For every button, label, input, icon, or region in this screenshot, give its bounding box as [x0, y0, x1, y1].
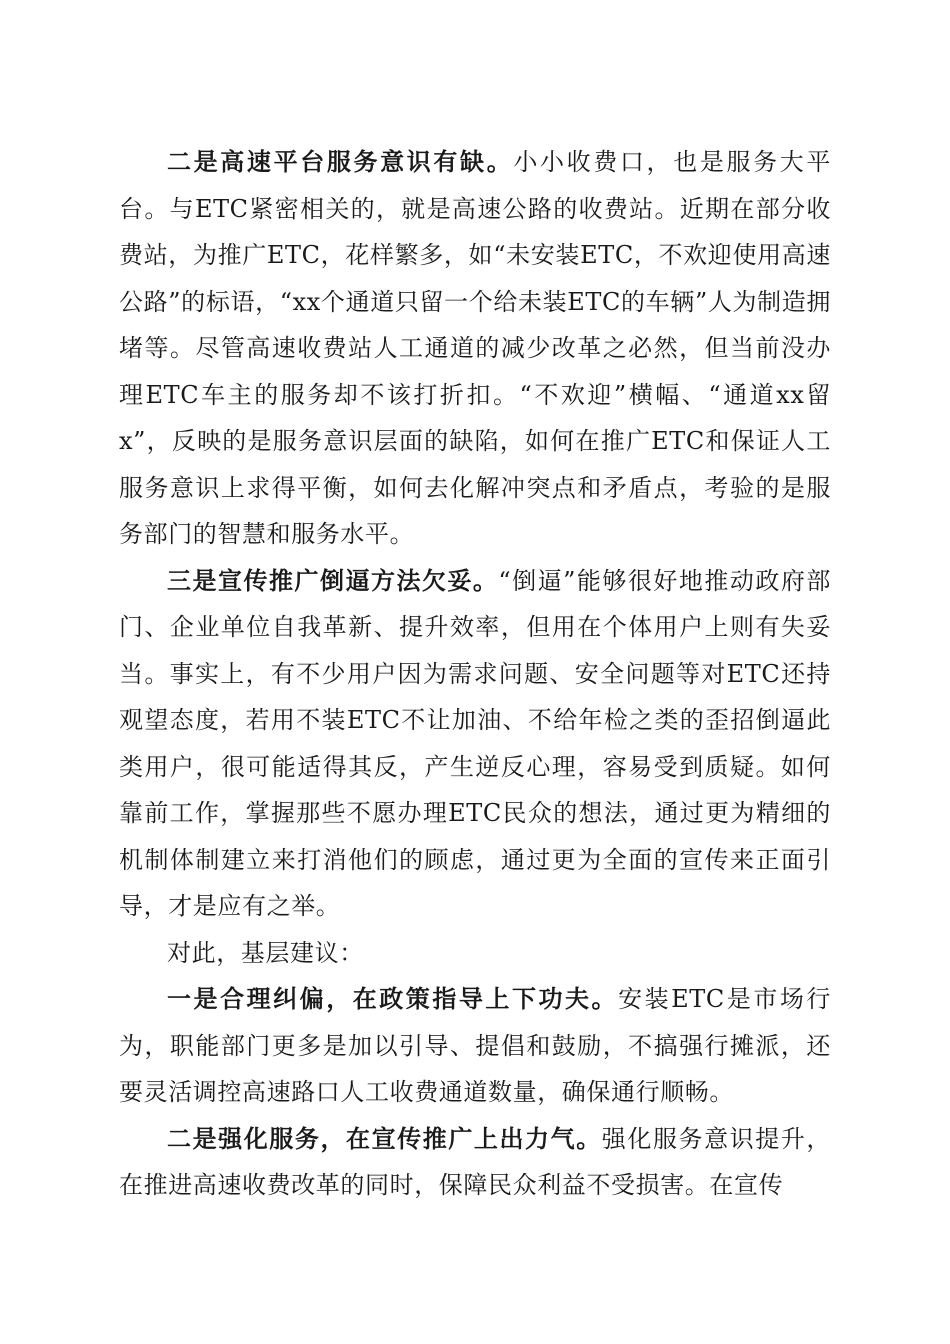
paragraph-promotion-method [119, 558, 831, 930]
paragraph-lead: 一是合理纠偏，在政策指导上下功夫。 [167, 984, 619, 1013]
paragraph-lead: 二是高速平台服务意识有缺。 [167, 147, 514, 176]
paragraph-body: 小小收费口，也是服务大平台。与ETC紧密相关的，就是高速公路的收费站。近期在部分收费站，为推广ETC，花样繁多，如“未安装ETC，不欢迎使用高速公路”的标语，“xx个通道只留一个给未装ETC的车辆”人为制造拥堵等。尽管高速收费站人工通道的减少改革之必然，但当前没办理ETC车主的服务却不该打折扣。“不欢迎”横幅、“通道xx留x”，反映的是服务意识层面的缺陷，如何在推广ETC和保证人工服务意识上求得平衡，如何去化解冲突点和矛盾点，考验的是服务部门的智慧和服务水平。 [119, 148, 831, 548]
paragraph-body: “倒逼”能够很好地推动政府部门、企业单位自我革新、提升效率，但用在个体用户上则有失妥当。事实上，有不少用户因为需求问题、安全问题等对ETC还持观望态度，若用不装ETC不让加油、不给年检之类的歪招倒逼此类用户，很可能适得其反，产生逆反心理，容易受到质疑。如何靠前工作，掌握那些不愿办理ETC民众的想法，通过更为精细的机制体制建立来打消他们的顾虑，通过更为全面的宣传来正面引导，才是应有之举。 [119, 566, 831, 920]
paragraph-policy-guidance [119, 976, 831, 1116]
paragraph-service-awareness [119, 139, 831, 558]
paragraph-suggestions-intro [119, 930, 831, 977]
paragraph-body: 对此，基层建议： [167, 938, 364, 967]
paragraph-body: 强化服务意识提升，在推进高速收费改革的同时，保障民众利益不受损害。在宣传 [119, 1124, 832, 1199]
paragraph-body: 安装ETC是市场行为，职能部门更多是加以引导、提倡和鼓励，不搞强行摊派，还要灵活调控高速路口人工收费通道数量，确保通行顺畅。 [119, 985, 831, 1106]
paragraph-lead: 三是宣传推广倒逼方法欠妥。 [167, 565, 499, 595]
paragraph-strengthen-service [119, 1116, 831, 1209]
paragraph-lead: 二是强化服务，在宣传推广上出力气。 [167, 1123, 602, 1153]
document-body [119, 139, 831, 1209]
